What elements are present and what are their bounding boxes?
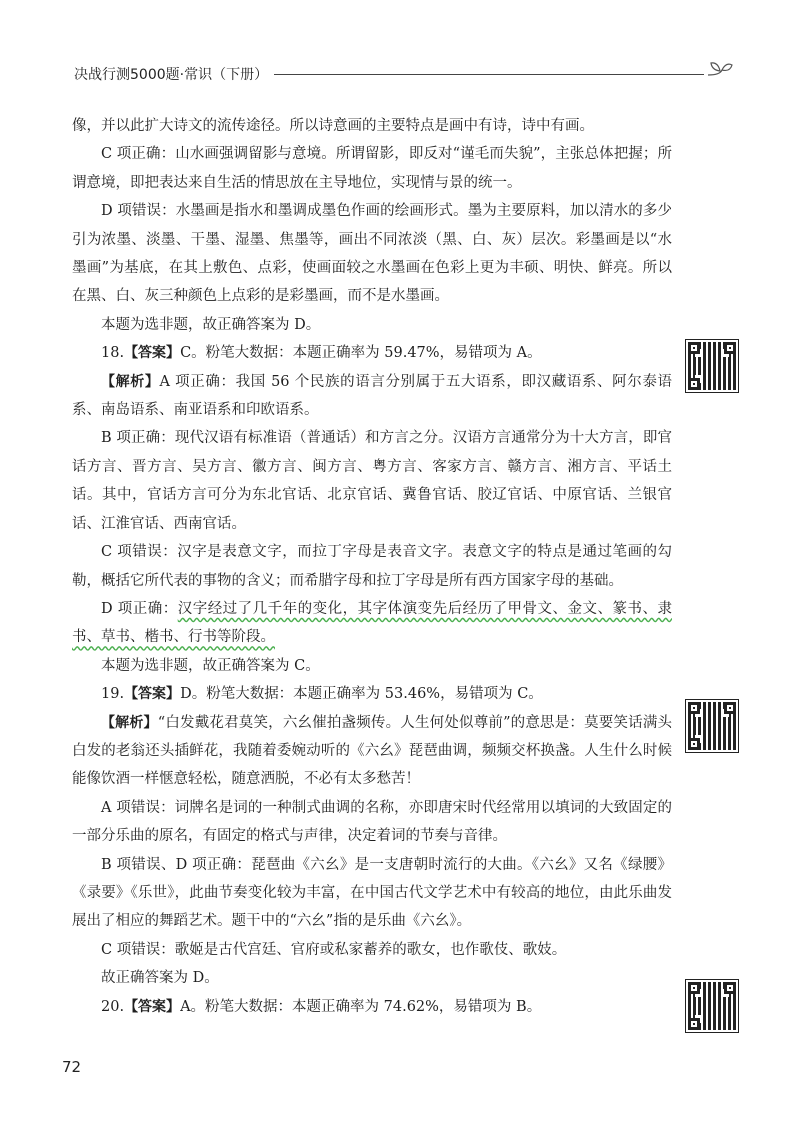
paragraph: 像，并以此扩大诗文的流传途径。所以诗意画的主要特点是画中有诗，诗中有画。 [72,118,594,134]
question-number: 19. [101,686,125,703]
question-number: 18. [101,345,125,362]
paragraph: D 项错误：水墨画是指水和墨调成墨色作画的绘画形式。墨为主要原料，加以清水的多少引为浓墨、淡墨、干墨、湿墨、焦墨等，画出不同浓淡（黑、白、灰）层次。彩墨画是以“水墨画”为基底，在其上敷色、点彩，使画面较之水墨画在色彩上更为丰硕、明快、鲜亮。所以在黑、白、灰三种颜色上点彩的是彩墨画，而不是水墨画。 [72,203,672,305]
answer-line-19 [72,680,672,708]
qr-code-icon[interactable] [686,980,738,1032]
analysis-paragraph [72,709,672,794]
paragraph: C 项错误：歌姬是古代宫廷、官府或私家蓄养的歌女，也作歌伎、歌妓。 [101,941,567,958]
answer-tag: 【答案】 [124,345,181,362]
header-title: 决战行测5000题·常识（下册） [74,67,269,83]
header-rule [274,74,704,75]
page-number: 72 [62,1058,82,1076]
qr-code-icon[interactable] [686,340,738,392]
page-header [74,60,734,90]
question-number: 20. [101,998,125,1015]
paragraph: C 项正确：山水画强调留影与意境。所谓留影，即反对“谨毛而失貌”，主张总体把握；所谓意境，即把表达来自生活的情思放在主导地位，实现情与景的统一。 [72,146,672,191]
option-prefix: D 项正确： [101,600,178,617]
answer-line-18 [72,339,672,367]
analysis-paragraph [72,368,672,425]
qr-code-icon[interactable] [686,700,738,752]
analysis-text: A 项正确：我国 56 个民族的语言分别属于五大语系，即汉藏语系、阿尔泰语系、南岛语系、南亚语系和印欧语系。 [72,373,673,419]
answer-text: D。粉笔大数据：本题正确率为 53.46%，易错项为 C。 [180,686,543,703]
answer-text: C。粉笔大数据：本题正确率为 59.47%，易错项为 A。 [180,345,542,362]
paragraph: C 项错误：汉字是表意文字，而拉丁字母是表音文字。表意文字的特点是通过笔画的勾勒，概括它所代表的事物的含义；而希腊字母和拉丁字母是所有西方国家字母的基础。 [72,544,672,589]
paragraph: 故正确答案为 D。 [101,970,219,987]
answer-tag: 【答案】 [124,998,181,1015]
underlined-text: 汉字经过了几千年的变化，其字体演变先后经历了甲骨文、金文、篆书、隶书、草书、楷书、行书等阶段。 [72,600,672,646]
analysis-tag: 【解析】 [101,714,158,731]
paragraph: B 项正确：现代汉语有标准语（普通话）和方言之分。汉语方言通常分为十大方言，即官话方言、晋方言、吴方言、徽方言、闽方言、粤方言、客家方言、赣方言、湘方言、平话土话。其中，官话方言可分为东北官话、北京官话、冀鲁官话、胶辽官话、中原官话、兰银官话、江淮官话、西南官话。 [72,430,672,532]
answer-line-20 [72,993,672,1021]
leaf-icon [706,60,734,88]
page-body [72,112,672,1021]
analysis-tag: 【解析】 [101,373,160,390]
paragraph: A 项错误：词牌名是词的一种制式曲调的名称，亦即唐宋时代经常用以填词的大致固定的一部分乐曲的原名，有固定的格式与声律，决定着词的节奏与音律。 [72,799,672,845]
paragraph: B 项错误、D 项正确：琵琶曲《六幺》是一支唐朝时流行的大曲。《六幺》又名《绿腰》《录要》《乐世》，此曲节奏变化较为丰富，在中国古代文学艺术中有较高的地位，由此乐曲发展出了相应的舞蹈艺术。题干中的“六幺”指的是乐曲《六幺》。 [72,856,672,930]
paragraph: 本题为选非题，故正确答案为 C。 [101,657,320,674]
analysis-text: “白发戴花君莫笑，六幺催拍盏频传。人生何处似尊前”的意思是：莫要笑话满头白发的老翁还头插鲜花，我随着委婉动听的《六幺》琵琶曲调，频频交杯换盏。人生什么时候能像饮酒一样惬意轻松，随意洒脱，不必有太多愁苦！ [72,714,673,788]
paragraph [72,595,672,652]
answer-tag: 【答案】 [124,686,181,703]
paragraph: 本题为选非题，故正确答案为 D。 [101,316,321,333]
answer-text: A。粉笔大数据：本题正确率为 74.62%，易错项为 B。 [180,998,542,1015]
